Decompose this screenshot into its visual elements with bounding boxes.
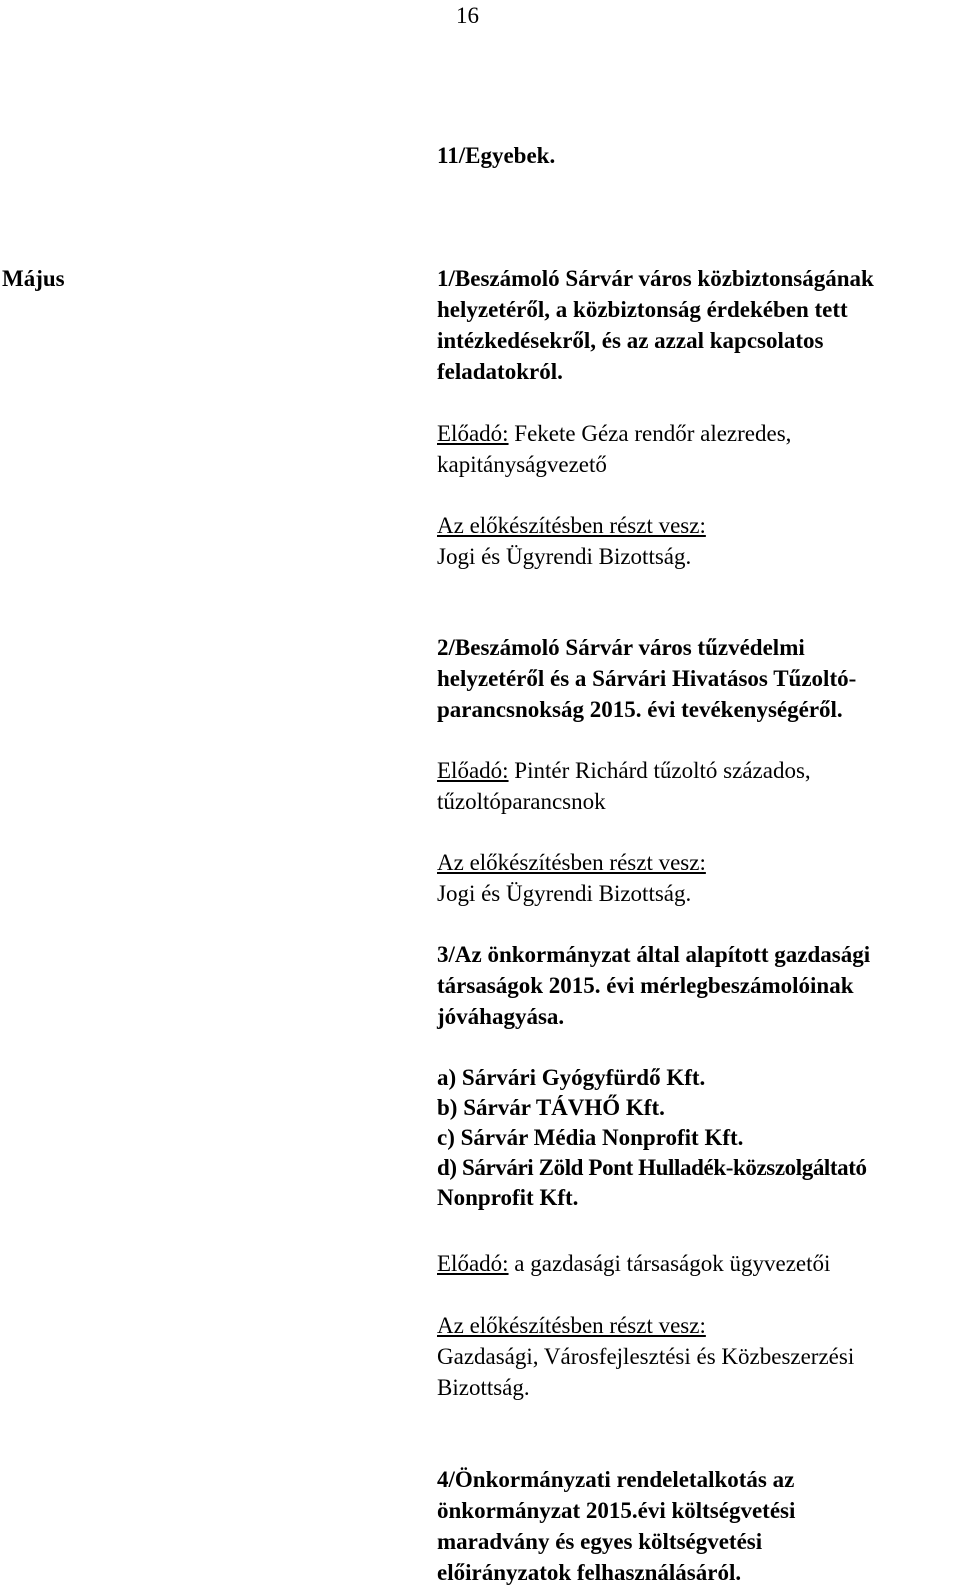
company-line: Nonprofit Kft. <box>437 1185 579 1210</box>
item-1-title <box>437 263 960 387</box>
section-heading: 11/Egyebek. <box>437 143 556 168</box>
item-2-presenter <box>437 755 960 817</box>
presenter-line: kapitányságvezető <box>437 452 607 477</box>
title-line: társaságok 2015. évi mérlegbeszámolóinak <box>437 973 854 998</box>
title-line: maradvány és egyes költségvetési <box>437 1529 763 1554</box>
item-3-prep <box>437 1310 960 1403</box>
title-line: 1/Beszámoló Sárvár város közbiztonságának <box>437 266 874 291</box>
presenter-name: Fekete Géza rendőr alezredes, <box>508 421 792 446</box>
title-line: feladatokról. <box>437 359 563 384</box>
item-3-presenter <box>437 1248 960 1279</box>
presenter-label: Előadó: <box>437 758 509 783</box>
presenter-name: Pintér Richárd tűzoltó százados, <box>508 758 811 783</box>
company-line: b) Sárvár TÁVHŐ Kft. <box>437 1095 665 1120</box>
agenda-item-2 <box>437 632 960 725</box>
title-line: előirányzatok felhasználásáról. <box>437 1560 742 1585</box>
title-line: 3/Az önkormányzat által alapított gazdasági <box>437 942 871 967</box>
item-3-companies <box>437 1063 960 1213</box>
page-number: 16 <box>456 3 479 28</box>
prep-line: Jogi és Ügyrendi Bizottság. <box>437 544 692 569</box>
title-line: 4/Önkormányzati rendeletalkotás az <box>437 1467 795 1492</box>
presenter-line: tűzoltóparancsnok <box>437 789 606 814</box>
prep-label: Az előkészítésben részt vesz: <box>437 850 706 875</box>
prep-line: Bizottság. <box>437 1375 530 1400</box>
prep-label: Az előkészítésben részt vesz: <box>437 513 706 538</box>
item-2-prep <box>437 847 960 909</box>
company-line: c) Sárvár Média Nonprofit Kft. <box>437 1125 744 1150</box>
month-label: Május <box>2 266 65 291</box>
presenter-label: Előadó: <box>437 1251 509 1276</box>
agenda-item-4 <box>437 1464 960 1588</box>
prep-label: Az előkészítésben részt vesz: <box>437 1313 706 1338</box>
title-line: parancsnokság 2015. évi tevékenységéről. <box>437 697 843 722</box>
prep-line: Jogi és Ügyrendi Bizottság. <box>437 881 692 906</box>
title-line: intézkedésekről, és az azzal kapcsolatos <box>437 328 824 353</box>
title-line: jóváhagyása. <box>437 1004 565 1029</box>
company-line: d) Sárvári Zöld Pont Hulladék-közszolgáltató <box>437 1155 867 1180</box>
item-1-prep <box>437 510 960 572</box>
company-line: a) Sárvári Gyógyfürdő Kft. <box>437 1065 706 1090</box>
agenda-item-3 <box>437 939 960 1032</box>
prep-line: Gazdasági, Városfejlesztési és Közbeszerzési <box>437 1344 855 1369</box>
title-line: helyzetéről és a Sárvári Hivatásos Tűzoltó- <box>437 666 857 691</box>
title-line: 2/Beszámoló Sárvár város tűzvédelmi <box>437 635 805 660</box>
item-1-presenter <box>437 418 960 480</box>
title-line: önkormányzat 2015.évi költségvetési <box>437 1498 796 1523</box>
agenda-item-1 <box>437 263 960 387</box>
presenter-label: Előadó: <box>437 421 509 446</box>
title-line: helyzetéről, a közbiztonság érdekében tett <box>437 297 848 322</box>
presenter-name: a gazdasági társaságok ügyvezetői <box>508 1251 831 1276</box>
